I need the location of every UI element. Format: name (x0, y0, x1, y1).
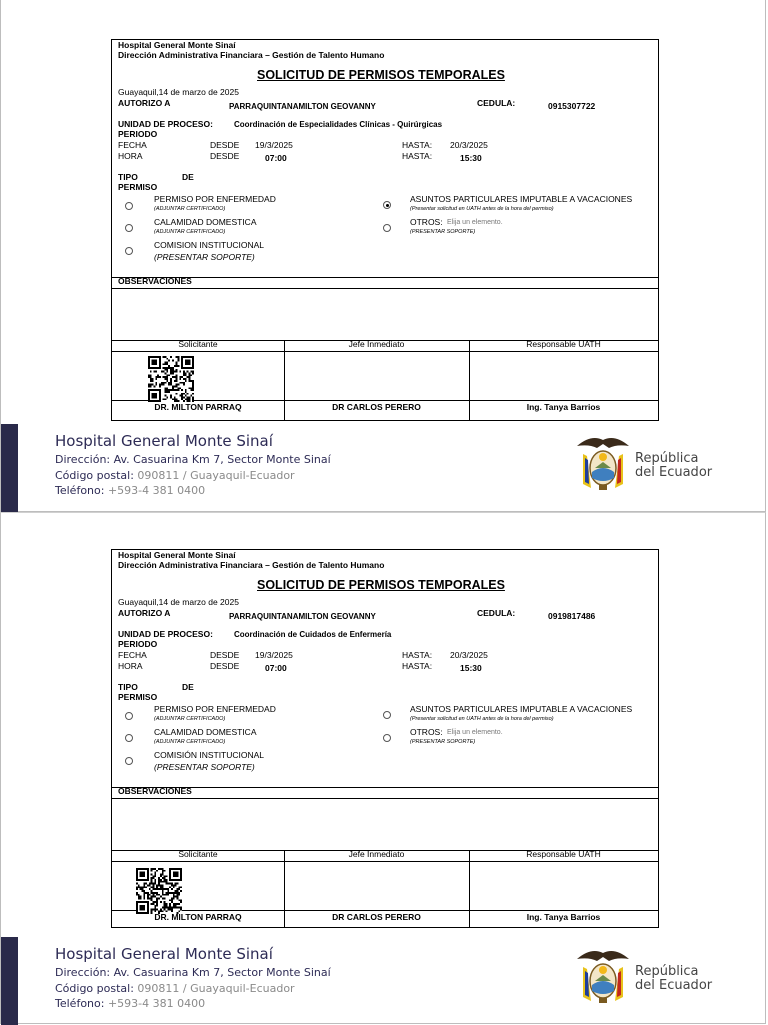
radio-enfermedad[interactable] (125, 202, 133, 210)
unit-label: UNIDAD DE PROCESO: (118, 119, 213, 129)
hospital-name: Hospital General Monte Sinaí (118, 550, 236, 560)
document-page-2 (0, 512, 766, 1024)
time-to-value: 15:30 (460, 663, 482, 673)
employee-name: PARRAQUINTANAMILTON GEOVANNY (229, 102, 376, 111)
date-place: Guayaquil,14 de marzo de 2025 (118, 597, 239, 607)
radio-calamidad[interactable] (125, 734, 133, 742)
period-label: PERIODO (118, 129, 158, 139)
permit-label: PERMISO (118, 182, 158, 192)
permit-label: PERMISO (118, 692, 158, 702)
republica-ecuador-logo (573, 945, 713, 1007)
time-to-label: HASTA: (402, 151, 433, 161)
sig-header-jefe: Jefe Inmediato (348, 339, 405, 349)
permit-form (111, 549, 659, 928)
sig-header-uath: Responsable UATH (526, 339, 601, 349)
time-to-value: 15:30 (460, 153, 482, 163)
option-enfermedad-label: PERMISO POR ENFERMEDAD (154, 194, 276, 204)
observations-label: OBSERVACIONES (118, 276, 192, 286)
radio-asuntos-particulares[interactable] (383, 711, 391, 719)
form-title: SOLICITUD DE PERMISOS TEMPORALES (257, 68, 505, 82)
radio-comision[interactable] (125, 247, 133, 255)
date-to-label: HASTA: (402, 650, 433, 660)
option-enfermedad-note: (ADJUNTAR CERTIFICADO) (154, 716, 226, 722)
footer-accent-bar (1, 937, 18, 1025)
divider (112, 277, 658, 278)
divider (112, 351, 658, 352)
option-otros-label: OTROS: (410, 727, 443, 737)
radio-otros[interactable] (383, 734, 391, 742)
option-comision-note: (PRESENTAR SOPORTE) (154, 252, 255, 262)
option-calamidad-label: CALAMIDAD DOMESTICA (154, 727, 257, 737)
date-label: FECHA (118, 650, 147, 660)
option-otros-label: OTROS: (410, 217, 443, 227)
time-label: HORA (118, 151, 143, 161)
sig-name-uath: Ing. Tanya Barrios (526, 912, 601, 922)
period-label: PERIODO (118, 639, 158, 649)
option-calamidad-label: CALAMIDAD DOMESTICA (154, 217, 257, 227)
authorize-label: AUTORIZO A (118, 98, 171, 108)
radio-otros[interactable] (383, 224, 391, 232)
sig-name-solicitante: DR. MILTON PARRAQ (154, 402, 242, 412)
sig-name-solicitante: DR. MILTON PARRAQ (154, 912, 242, 922)
footer-phone: Teléfono: +593-4 381 0400 (55, 484, 206, 497)
sig-name-jefe: DR CARLOS PERERO (332, 402, 421, 412)
date-from-label: DESDE (210, 140, 240, 150)
type-de-label: DE (182, 172, 194, 182)
sig-header-solicitante: Solicitante (178, 849, 218, 859)
date-to-label: HASTA: (402, 140, 433, 150)
option-comision-note: (PRESENTAR SOPORTE) (154, 762, 255, 772)
authorize-label: AUTORIZO A (118, 608, 171, 618)
date-to-value: 20/3/2025 (450, 650, 488, 660)
cedula-label: CEDULA: (477, 608, 516, 618)
option-asuntos-label: ASUNTOS PARTICULARES IMPUTABLE A VACACIONES (410, 704, 633, 714)
option-comision-label: COMISIÓN INSTITUCIONAL (154, 750, 265, 760)
footer-title: Hospital General Monte Sinaí (55, 432, 273, 450)
option-otros-note: (PRESENTAR SOPORTE) (410, 229, 476, 235)
radio-enfermedad[interactable] (125, 712, 133, 720)
option-calamidad-note: (ADJUNTAR CERTIFICADO) (154, 229, 226, 235)
option-comision-label: COMISION INSTITUCIONAL (154, 240, 265, 250)
date-label: FECHA (118, 140, 147, 150)
type-label: TIPO (118, 172, 138, 182)
logo-text-line1: República (635, 451, 699, 466)
otros-dropdown[interactable]: Elija un elemento. (447, 729, 503, 736)
date-place: Guayaquil,14 de marzo de 2025 (118, 87, 239, 97)
option-asuntos-label: ASUNTOS PARTICULARES IMPUTABLE A VACACIONES (410, 194, 633, 204)
date-to-value: 20/3/2025 (450, 140, 488, 150)
hospital-name: Hospital General Monte Sinaí (118, 40, 236, 50)
radio-comision[interactable] (125, 757, 133, 765)
cedula-value: 0915307722 (548, 101, 596, 111)
unit-value: Coordinación de Cuidados de Enfermería (234, 630, 392, 639)
time-label: HORA (118, 661, 143, 671)
permit-form (111, 39, 659, 421)
date-from-value: 19/3/2025 (255, 650, 293, 660)
sig-name-jefe: DR CARLOS PERERO (332, 912, 421, 922)
footer-address: Dirección: Av. Casuarina Km 7, Sector Monte Sinaí (55, 453, 331, 466)
observations-label: OBSERVACIONES (118, 786, 192, 796)
time-to-label: HASTA: (402, 661, 433, 671)
ecuador-coat-of-arms-icon (573, 945, 633, 1007)
option-calamidad-note: (ADJUNTAR CERTIFICADO) (154, 739, 226, 745)
cedula-label: CEDULA: (477, 98, 516, 108)
cedula-value: 0919817486 (548, 611, 596, 621)
option-enfermedad-label: PERMISO POR ENFERMEDAD (154, 704, 276, 714)
qr-code (148, 356, 194, 402)
otros-dropdown[interactable]: Elija un elemento. (447, 219, 503, 226)
divider (112, 787, 658, 788)
sig-name-uath: Ing. Tanya Barrios (526, 402, 601, 412)
date-from-value: 19/3/2025 (255, 140, 293, 150)
sig-header-solicitante: Solicitante (178, 339, 218, 349)
time-from-label: DESDE (210, 151, 240, 161)
form-title: SOLICITUD DE PERMISOS TEMPORALES (257, 578, 505, 592)
option-otros-note: (PRESENTAR SOPORTE) (410, 739, 476, 745)
department-name: Dirección Administrativa Financiara – Gestión de Talento Humano (118, 560, 385, 570)
sig-header-jefe: Jefe Inmediato (348, 849, 405, 859)
logo-text-line2: del Ecuador (635, 978, 713, 993)
footer-postal: Código postal: 090811 / Guayaquil-Ecuador (55, 469, 295, 482)
option-asuntos-note: (Presentar solicitud en UATH antes de la hora del permiso) (410, 206, 554, 212)
ecuador-coat-of-arms-icon (573, 432, 633, 494)
time-from-value: 07:00 (265, 153, 287, 163)
time-from-value: 07:00 (265, 663, 287, 673)
time-from-label: DESDE (210, 661, 240, 671)
logo-text-line2: del Ecuador (635, 465, 713, 480)
divider (112, 861, 658, 862)
type-de-label: DE (182, 682, 194, 692)
date-from-label: DESDE (210, 650, 240, 660)
option-asuntos-note: (Presentar solicitud en UATH antes de la hora del permiso) (410, 716, 554, 722)
footer-title: Hospital General Monte Sinaí (55, 945, 273, 963)
observations-field[interactable] (112, 289, 658, 340)
employee-name: PARRAQUINTANAMILTON GEOVANNY (229, 612, 376, 621)
divider (112, 910, 658, 911)
type-label: TIPO (118, 682, 138, 692)
radio-asuntos-particulares[interactable] (383, 201, 391, 209)
footer-postal: Código postal: 090811 / Guayaquil-Ecuador (55, 982, 295, 995)
sig-header-uath: Responsable UATH (526, 849, 601, 859)
document-page-1 (0, 0, 766, 512)
unit-label: UNIDAD DE PROCESO: (118, 629, 213, 639)
republica-ecuador-logo (573, 432, 713, 494)
footer-accent-bar (1, 424, 18, 512)
observations-field[interactable] (112, 799, 658, 850)
radio-calamidad[interactable] (125, 224, 133, 232)
department-name: Dirección Administrativa Financiara – Gestión de Talento Humano (118, 50, 385, 60)
qr-code (136, 868, 182, 914)
unit-value: Coordinación de Especialidades Clínicas - Quirúrgicas (234, 120, 443, 129)
footer-address: Dirección: Av. Casuarina Km 7, Sector Monte Sinaí (55, 966, 331, 979)
logo-text-line1: República (635, 964, 699, 979)
footer-phone: Teléfono: +593-4 381 0400 (55, 997, 206, 1010)
option-enfermedad-note: (ADJUNTAR CERTIFICADO) (154, 206, 226, 212)
